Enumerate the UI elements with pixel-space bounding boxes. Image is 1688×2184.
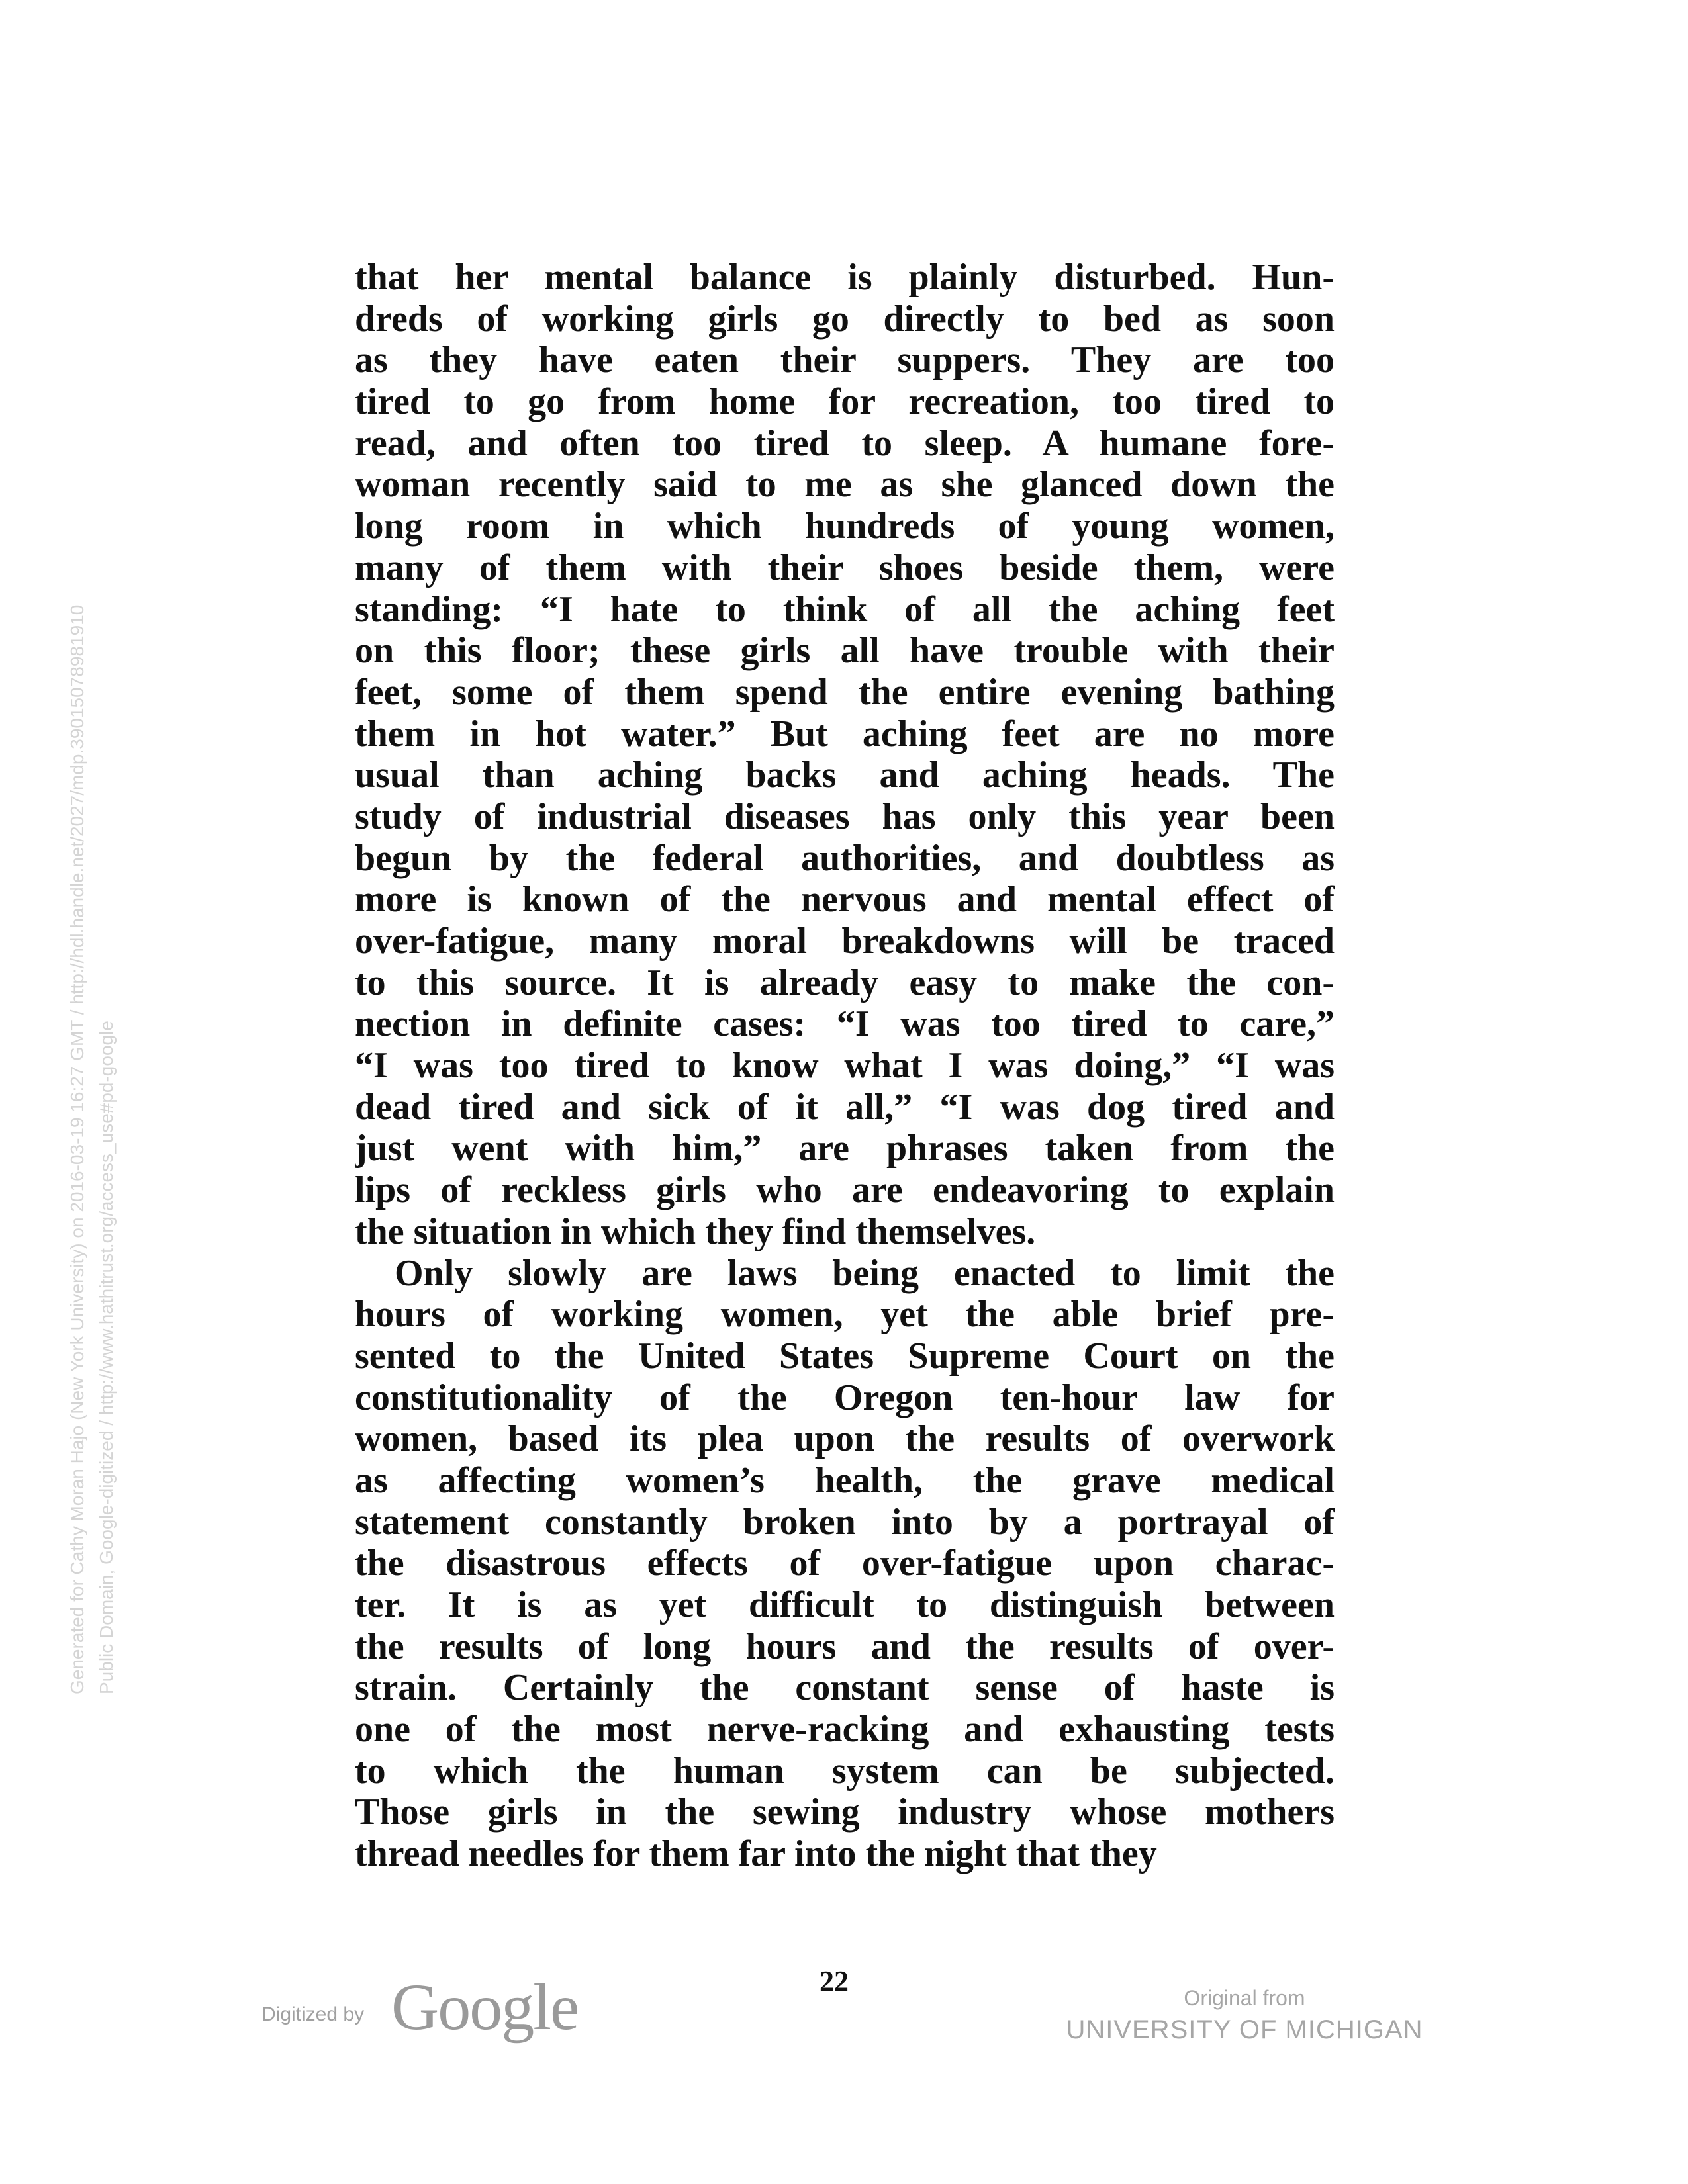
text-line: the results of long hours and the results of over- bbox=[355, 1625, 1335, 1667]
text-line: over-fatigue, many moral breakdowns will be traced bbox=[355, 921, 1335, 962]
page-number: 22 bbox=[820, 1965, 849, 1997]
text-line: tired to go from home for recreation, too tired to bbox=[355, 381, 1335, 423]
text-line: women, based its plea upon the results of overwork bbox=[355, 1418, 1335, 1460]
text-line: read, and often too tired to sleep. A humane fore- bbox=[355, 422, 1335, 464]
text-line: many of them with their shoes beside them, were bbox=[355, 547, 1335, 588]
text-line: to this source. It is already easy to make the con- bbox=[355, 962, 1335, 1003]
google-logo: Google bbox=[391, 1970, 579, 2044]
paragraph-1 bbox=[355, 257, 1335, 1253]
text-line: hours of working women, yet the able brief pre- bbox=[355, 1294, 1335, 1336]
text-line: thread needles for them far into the night that they bbox=[355, 1833, 1157, 1875]
text-line: “I was too tired to know what I was doing,” “I was bbox=[355, 1045, 1335, 1087]
text-line: nection in definite cases: “I was too tired to care,” bbox=[355, 1003, 1335, 1045]
text-line: Those girls in the sewing industry whose mothers bbox=[355, 1792, 1335, 1833]
text-line: sented to the United States Supreme Court on the bbox=[355, 1335, 1335, 1377]
text-line: begun by the federal authorities, and doubtless as bbox=[355, 837, 1335, 879]
text-line: standing: “I hate to think of all the aching feet bbox=[355, 588, 1335, 630]
text-line: dreds of working girls go directly to bed as soon bbox=[355, 298, 1335, 340]
text-line: as affecting women’s health, the grave medical bbox=[355, 1459, 1335, 1501]
original-from-label: Original from bbox=[1184, 1986, 1305, 2010]
hathitrust-watermark bbox=[63, 604, 121, 1694]
university-label: UNIVERSITY OF MICHIGAN bbox=[1066, 2015, 1423, 2044]
paragraph-2 bbox=[355, 1253, 1335, 1875]
text-line: dead tired and sick of it all,” “I was dog tired and bbox=[355, 1086, 1335, 1128]
text-line: Only slowly are laws being enacted to limit the bbox=[395, 1252, 1335, 1294]
text-line: more is known of the nervous and mental effect of bbox=[355, 879, 1335, 921]
text-line: just went with him,” are phrases taken from the bbox=[355, 1128, 1335, 1169]
text-line: woman recently said to me as she glanced down the bbox=[355, 464, 1335, 506]
text-line: long room in which hundreds of young women, bbox=[355, 506, 1335, 547]
original-source bbox=[1059, 1984, 1430, 2048]
text-line: the situation in which they find themselves. bbox=[355, 1210, 1036, 1252]
text-line: strain. Certainly the constant sense of haste is bbox=[355, 1667, 1335, 1709]
text-line: ter. It is as yet difficult to distinguish between bbox=[355, 1584, 1335, 1625]
text-line: to which the human system can be subjected. bbox=[355, 1750, 1335, 1792]
text-line: the disastrous effects of over-fatigue upon charac- bbox=[355, 1543, 1335, 1584]
text-line: usual than aching backs and aching heads. The bbox=[355, 754, 1335, 796]
text-line: one of the most nerve-racking and exhausting tests bbox=[355, 1709, 1335, 1751]
text-line: on this floor; these girls all have trouble with their bbox=[355, 630, 1335, 672]
text-line: lips of reckless girls who are endeavoring to explain bbox=[355, 1169, 1335, 1211]
digitized-by-label: Digitized by bbox=[261, 2003, 365, 2025]
watermark-line-1: Generated for Cathy Moran Hajo (New York University) on 2016-03-19 16:27 GMT / http://hdl.handle.net/2027/mdp.39015078981910 bbox=[67, 604, 87, 1694]
body-text bbox=[355, 257, 1335, 1875]
text-line: as they have eaten their suppers. They are too bbox=[355, 340, 1335, 381]
text-line: constitutionality of the Oregon ten-hour law for bbox=[355, 1377, 1335, 1418]
watermark-line-2: Public Domain, Google-digitized / http://www.hathitrust.org/access_use#pd-google bbox=[96, 1021, 117, 1694]
text-line: statement constantly broken into by a portrayal of bbox=[355, 1501, 1335, 1543]
text-line: them in hot water.” But aching feet are no more bbox=[355, 713, 1335, 754]
text-line: that her mental balance is plainly disturbed. Hun- bbox=[355, 257, 1335, 298]
text-line: feet, some of them spend the entire evening bathing bbox=[355, 671, 1335, 713]
text-line: study of industrial diseases has only this year been bbox=[355, 796, 1335, 837]
